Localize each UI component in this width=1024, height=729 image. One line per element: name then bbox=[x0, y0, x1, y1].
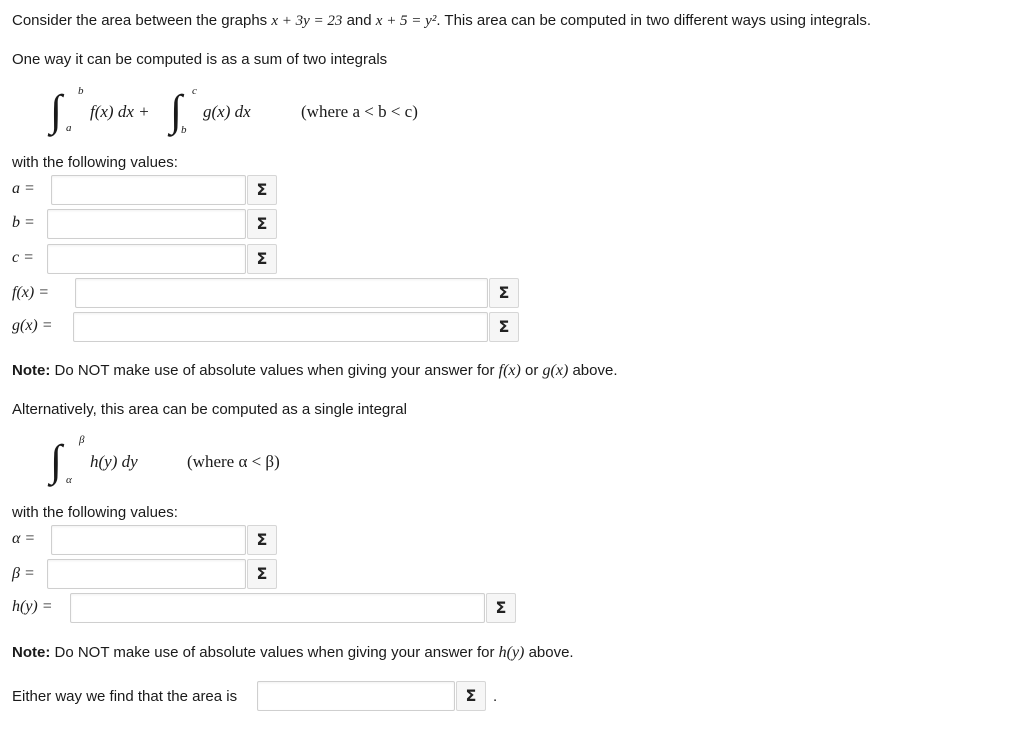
note-1-text: Do NOT make use of absolute values when giving your answer for bbox=[54, 362, 495, 379]
integral-3-upper: β bbox=[79, 434, 85, 446]
note-2-hy: h(y) bbox=[498, 644, 525, 661]
alpha-input[interactable] bbox=[51, 525, 246, 555]
note-1-or: or bbox=[525, 362, 539, 379]
integrand-3: h(y) dy bbox=[90, 452, 138, 471]
gx-input[interactable] bbox=[73, 312, 488, 342]
note-1-gx: g(x) bbox=[542, 362, 569, 379]
integrand-1: f(x) dx + bbox=[90, 102, 150, 121]
beta-label: β = bbox=[12, 565, 35, 582]
sigma-icon: Σ bbox=[465, 686, 477, 705]
hy-label: h(y) = bbox=[12, 598, 53, 615]
b-input[interactable] bbox=[47, 209, 246, 239]
area-input[interactable] bbox=[257, 681, 455, 711]
note-1-fx: f(x) bbox=[498, 362, 521, 379]
a-label: a = bbox=[12, 180, 35, 197]
note-1-bold: Note: bbox=[12, 362, 51, 379]
hy-input[interactable] bbox=[70, 593, 485, 623]
alpha-equation-editor-button[interactable] bbox=[247, 525, 277, 555]
sigma-icon: Σ bbox=[256, 180, 268, 199]
a-equation-editor-button[interactable] bbox=[247, 175, 277, 205]
gx-label: g(x) = bbox=[12, 317, 53, 334]
note-1-tail: above. bbox=[572, 362, 618, 379]
sigma-icon: Σ bbox=[498, 317, 510, 336]
fx-input[interactable] bbox=[75, 278, 488, 308]
integral-2-upper: c bbox=[192, 85, 197, 97]
hy-equation-editor-button[interactable] bbox=[486, 593, 516, 623]
integral-sign-3: ∫ bbox=[50, 436, 63, 485]
note-2-bold: Note: bbox=[12, 644, 51, 661]
c-equation-editor-button[interactable] bbox=[247, 244, 277, 274]
alpha-label: α = bbox=[12, 530, 36, 547]
area-period: . bbox=[493, 688, 498, 705]
sigma-icon: Σ bbox=[256, 530, 268, 549]
beta-input[interactable] bbox=[47, 559, 246, 589]
note-1 bbox=[12, 362, 618, 380]
intro-line bbox=[12, 12, 871, 30]
integral-1-condition: (where a < b < c) bbox=[301, 102, 418, 121]
note-2 bbox=[12, 644, 574, 662]
integral-sign-2: ∫ bbox=[170, 86, 183, 135]
intro-and: and bbox=[346, 12, 372, 29]
area-equation-editor-button[interactable] bbox=[456, 681, 486, 711]
integral-1-lower: a bbox=[66, 122, 72, 134]
area-text: Either way we find that the area is bbox=[12, 688, 238, 705]
b-label: b = bbox=[12, 214, 35, 231]
intro-tail: . This area can be computed in two different ways using integrals. bbox=[436, 12, 872, 29]
a-input[interactable] bbox=[51, 175, 246, 205]
integral-2-condition: (where α < β) bbox=[187, 452, 280, 471]
integral-sign-1: ∫ bbox=[50, 86, 63, 135]
gx-equation-editor-button[interactable] bbox=[489, 312, 519, 342]
graph-2-equation: x + 5 = y² bbox=[375, 13, 437, 29]
values-text-2: with the following values: bbox=[12, 504, 178, 521]
sigma-icon: Σ bbox=[495, 598, 507, 617]
sigma-icon: Σ bbox=[498, 283, 510, 302]
sigma-icon: Σ bbox=[256, 564, 268, 583]
note-2-text: Do NOT make use of absolute values when giving your answer for bbox=[54, 644, 495, 661]
intro-text: Consider the area between the graphs bbox=[12, 12, 268, 29]
way1-text: One way it can be computed is as a sum of two integrals bbox=[12, 51, 388, 68]
values-text-1: with the following values: bbox=[12, 154, 178, 171]
fx-label: f(x) = bbox=[12, 284, 49, 301]
b-equation-editor-button[interactable] bbox=[247, 209, 277, 239]
c-input[interactable] bbox=[47, 244, 246, 274]
beta-equation-editor-button[interactable] bbox=[247, 559, 277, 589]
integral-3-lower: α bbox=[66, 474, 72, 486]
sigma-icon: Σ bbox=[256, 214, 268, 233]
note-2-tail: above. bbox=[528, 644, 574, 661]
sigma-icon: Σ bbox=[256, 249, 268, 268]
c-label: c = bbox=[12, 249, 34, 266]
integral-1-upper: b bbox=[78, 85, 84, 97]
integrand-2: g(x) dx bbox=[203, 102, 251, 121]
alt-text: Alternatively, this area can be computed as a single integral bbox=[12, 401, 407, 418]
integral-2-lower: b bbox=[181, 124, 187, 136]
graph-1-equation: x + 3y = 23 bbox=[271, 13, 343, 29]
fx-equation-editor-button[interactable] bbox=[489, 278, 519, 308]
